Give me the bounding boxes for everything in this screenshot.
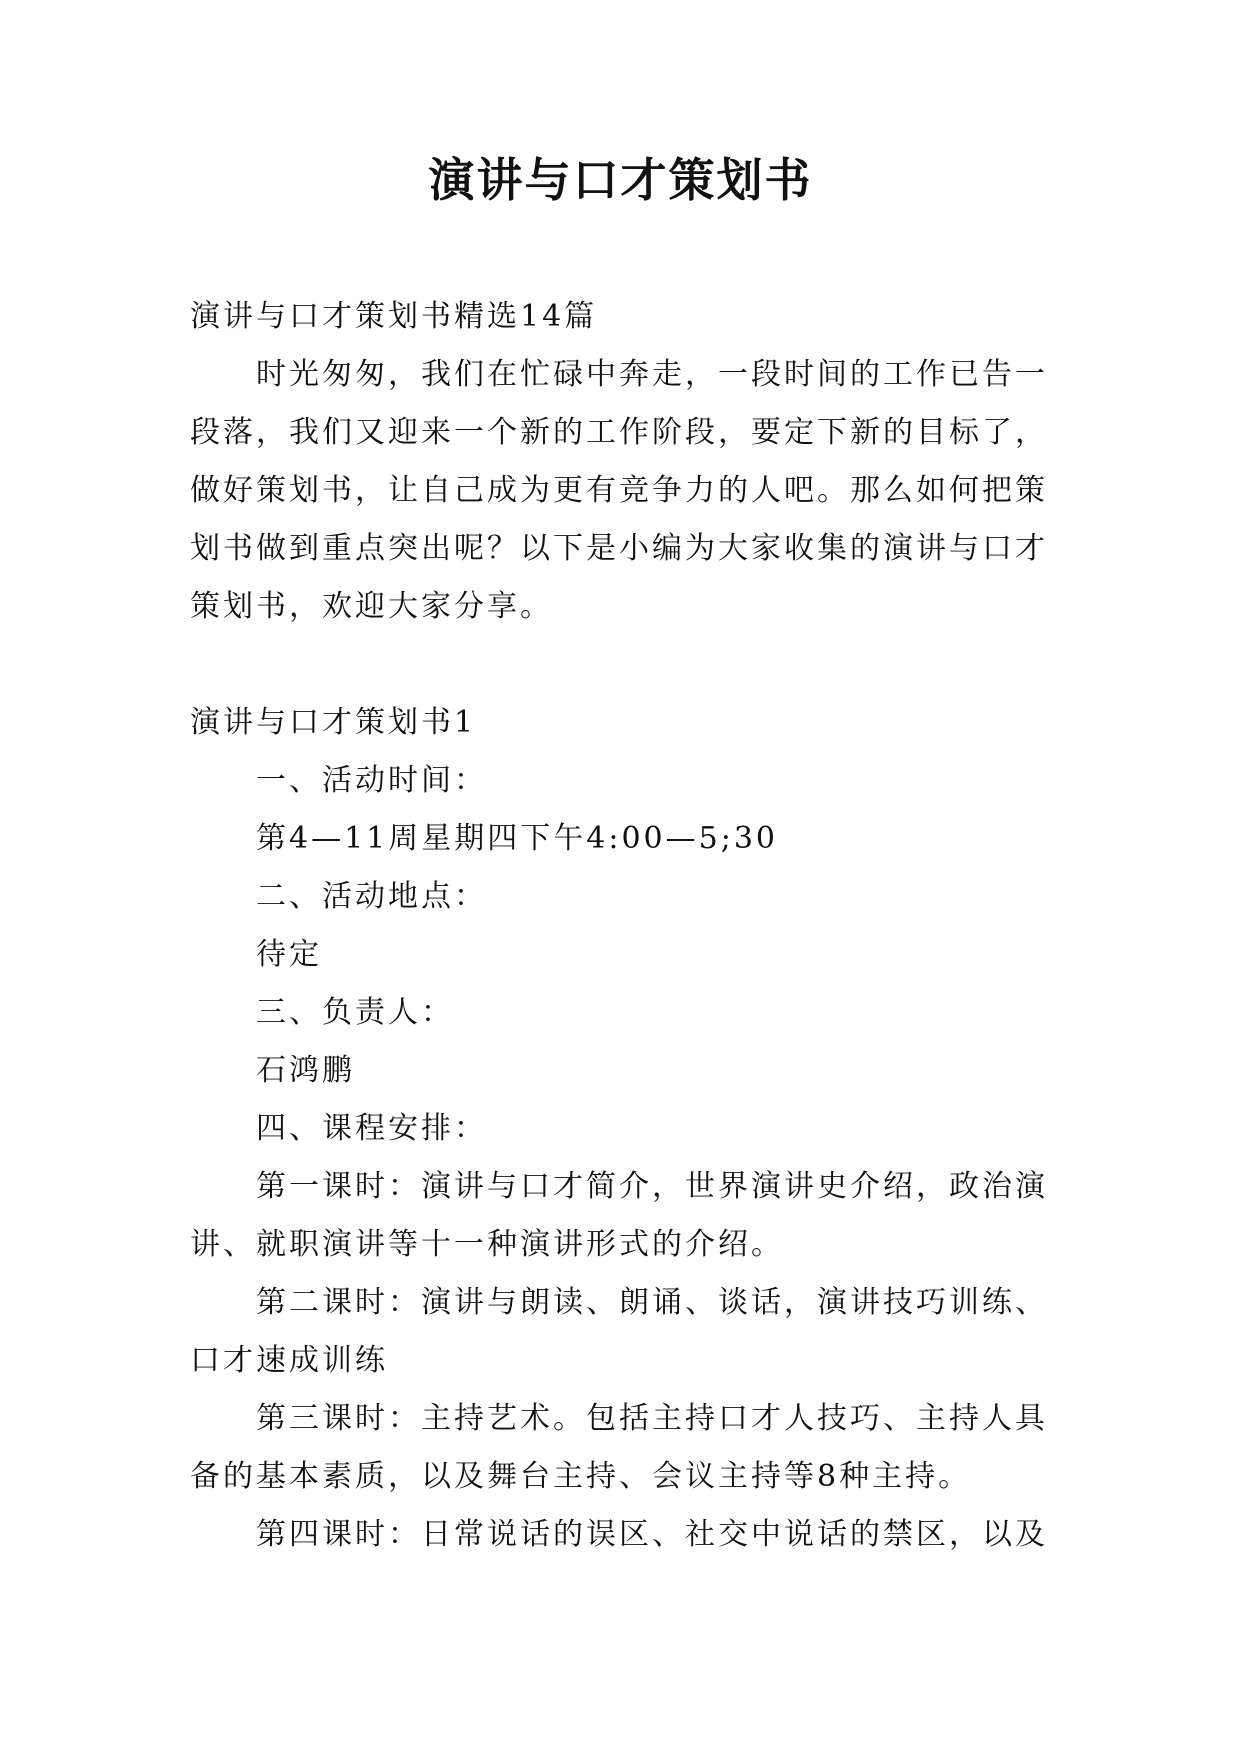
person-in-charge-label: 三、负责人： <box>256 995 454 1030</box>
section-heading: 演讲与口才策划书1 <box>190 705 477 740</box>
person-in-charge-value: 石鸿鹏 <box>256 1053 355 1088</box>
lesson-paragraph: 第三课时：主持艺术。包括主持口才人技巧、主持人具备的基本素质，以及舞台主持、会议主持等8种主持。 <box>190 1401 1048 1494</box>
course-schedule-label: 四、课程安排： <box>256 1111 487 1146</box>
activity-location-value: 待定 <box>256 937 322 972</box>
document-title: 演讲与口才策划书 <box>428 153 813 207</box>
intro-paragraph: 时光匆匆，我们在忙碌中奔走，一段时间的工作已告一段落，我们又迎来一个新的工作阶段，要定下新的目标了，做好策划书，让自己成为更有竞争力的人吧。那么如何把策划书做到重点突出呢？以下是小编为大家收集的演讲与口才策划书，欢迎大家分享。 <box>190 357 1048 624</box>
lesson-paragraph: 第一课时：演讲与口才简介，世界演讲史介绍，政治演讲、就职演讲等十一种演讲形式的介绍。 <box>190 1169 1048 1262</box>
document-body <box>190 288 1060 1564</box>
activity-location-label: 二、活动地点： <box>256 879 487 914</box>
activity-time-label: 一、活动时间： <box>256 763 487 798</box>
activity-time-value: 第4—11周星期四下午4:00—5;30 <box>256 821 778 856</box>
document-subtitle: 演讲与口才策划书精选14篇 <box>190 299 598 334</box>
lesson-paragraph: 第四课时：日常说话的误区、社交中说话的禁区，以及 <box>256 1517 1048 1552</box>
lesson-paragraph: 第二课时：演讲与朗读、朗诵、谈话，演讲技巧训练、口才速成训练 <box>190 1285 1048 1378</box>
